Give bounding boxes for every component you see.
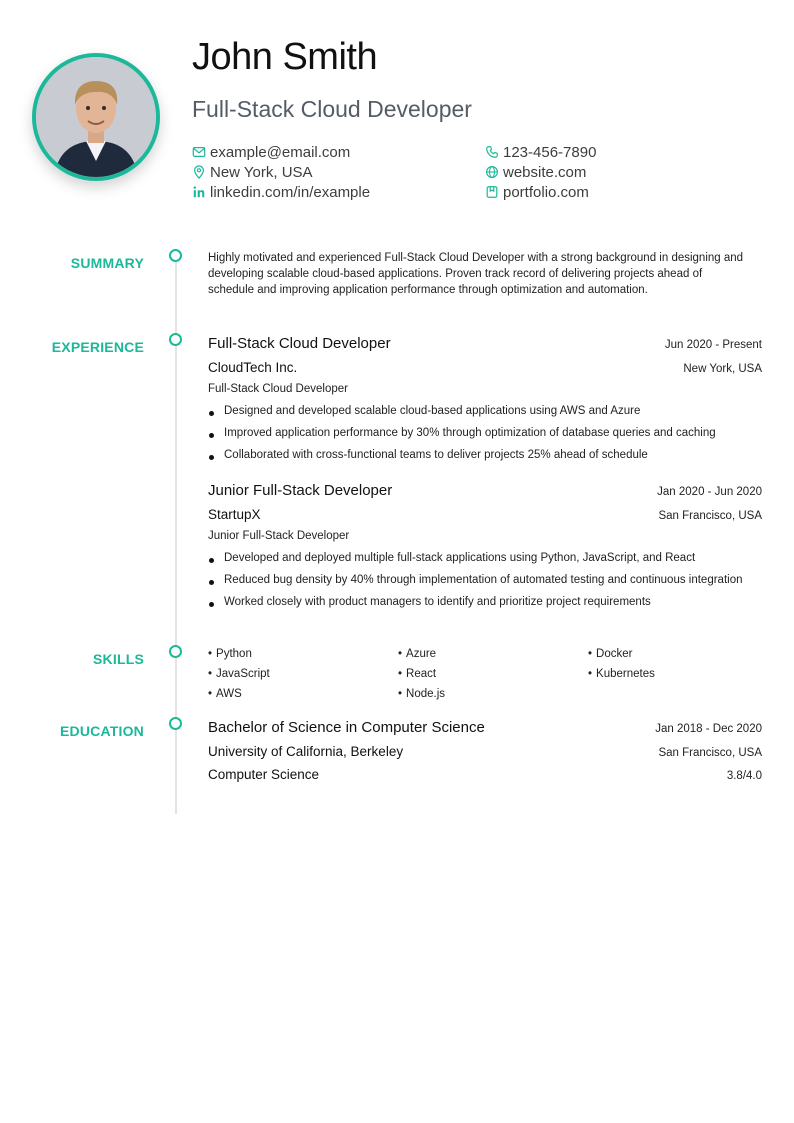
list-item: Developed and deployed multiple full-stack applications using Python, JavaScript, and React — [208, 550, 762, 566]
contact-website[interactable] — [485, 162, 586, 182]
job-company: CloudTech Inc. — [208, 360, 298, 375]
skill-item: • JavaScript — [208, 666, 398, 682]
list-item: Designed and developed scalable cloud-based applications using AWS and Azure — [208, 403, 762, 419]
email-text: example@email.com — [210, 143, 351, 161]
person-portrait-icon — [36, 57, 156, 177]
contact-phone[interactable] — [485, 142, 596, 162]
mail-icon — [192, 145, 206, 159]
summary-text: Highly motivated and experienced Full-Stack Cloud Developer with a strong background in designing and developing scalable cloud-based applications. Proven track record of delivering projects ahead of schedule and improving application performance through optimization and automation. — [208, 252, 744, 296]
job-dates: Jun 2020 - Present — [664, 339, 762, 351]
job-company: StartupX — [208, 507, 261, 522]
timeline-dot — [169, 333, 182, 346]
map-pin-icon — [192, 165, 206, 179]
skill-item: • Azure — [398, 646, 588, 662]
job-header — [208, 482, 762, 499]
skill-item: • Python — [208, 646, 398, 662]
education-gpa: 3.8/4.0 — [726, 770, 762, 782]
list-item: Worked closely with product managers to identify and prioritize project requirements — [208, 594, 762, 610]
portfolio-text: portfolio.com — [503, 183, 589, 201]
job-role-row — [208, 530, 762, 542]
contact-linkedin[interactable] — [192, 182, 370, 202]
linkedin-text: linkedin.com/in/example — [210, 183, 371, 201]
job-role: Junior Full-Stack Developer — [208, 530, 350, 542]
education-major: Computer Science — [208, 767, 320, 782]
education-dates: Jan 2018 - Dec 2020 — [655, 723, 762, 735]
job-company-row — [208, 360, 762, 375]
job-bullets — [208, 550, 762, 616]
contact-location — [192, 162, 313, 182]
job-dates: Jan 2020 - Jun 2020 — [657, 486, 762, 498]
contact-email[interactable] — [192, 142, 350, 162]
skill-item: • Docker — [588, 646, 778, 662]
list-item: Improved application performance by 30% through optimization of database queries and caching — [208, 425, 762, 441]
skill-item: • AWS — [208, 686, 398, 702]
location-text: New York, USA — [210, 163, 313, 181]
job-role-row — [208, 383, 762, 395]
contact-portfolio[interactable] — [485, 182, 589, 202]
job-bullets — [208, 403, 762, 469]
job-title: Full-Stack Cloud Developer — [208, 335, 391, 352]
education-degree: Bachelor of Science in Computer Science — [208, 719, 485, 736]
education-header — [208, 719, 762, 736]
timeline-dot — [169, 645, 182, 658]
candidate-name: John Smith — [192, 36, 378, 78]
section-label-experience: EXPERIENCE — [51, 339, 144, 355]
profile-photo — [32, 53, 160, 181]
list-item: Reduced bug density by 40% through implementation of automated testing and continuous integration — [208, 572, 762, 588]
timeline-dot — [169, 249, 182, 262]
job-title: Junior Full-Stack Developer — [208, 482, 393, 499]
education-location: San Francisco, USA — [658, 747, 762, 759]
timeline-dot — [169, 717, 182, 730]
list-item: Collaborated with cross-functional teams to deliver projects 25% ahead of schedule — [208, 447, 762, 463]
globe-icon — [485, 165, 499, 179]
skills-grid — [208, 646, 778, 702]
education-school-row — [208, 744, 762, 759]
website-text: website.com — [503, 163, 587, 181]
skill-item: • React — [398, 666, 588, 682]
portfolio-icon — [485, 185, 499, 199]
skill-item: • Node.js — [398, 686, 588, 702]
job-company-row — [208, 507, 762, 522]
section-label-education: EDUCATION — [60, 723, 144, 739]
phone-icon — [485, 145, 499, 159]
education-major-row — [208, 767, 762, 782]
section-label-skills: SKILLS — [93, 651, 144, 667]
job-header — [208, 335, 762, 352]
job-location: San Francisco, USA — [658, 510, 762, 522]
section-label-summary: SUMMARY — [70, 255, 144, 271]
skill-item: • Kubernetes — [588, 666, 778, 682]
job-location: New York, USA — [683, 363, 762, 375]
candidate-title: Full-Stack Cloud Developer — [192, 96, 472, 122]
education-school: University of California, Berkeley — [208, 744, 404, 759]
phone-text: 123-456-7890 — [503, 143, 597, 161]
job-role: Full-Stack Cloud Developer — [208, 383, 348, 395]
linkedin-icon — [192, 185, 206, 199]
